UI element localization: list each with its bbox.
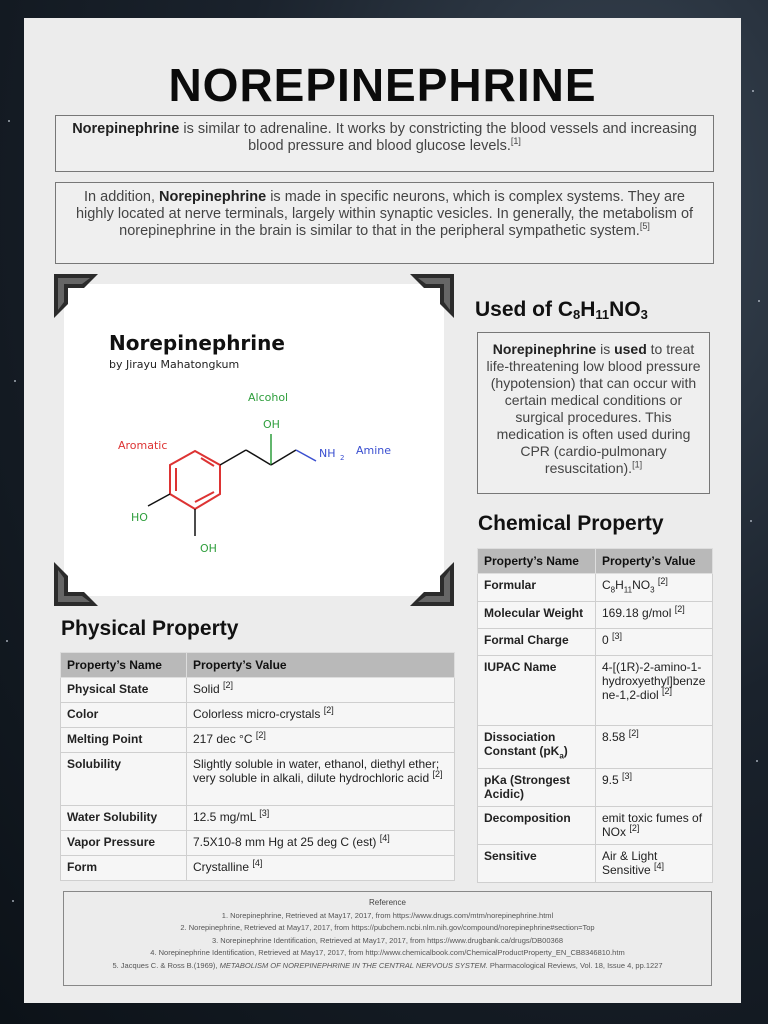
phys-name: Form <box>61 856 187 881</box>
structure-diagram <box>64 284 444 596</box>
chemical-table <box>477 548 713 883</box>
star <box>14 380 16 382</box>
phys-value: 217 dec °C [2] <box>187 728 455 753</box>
table-row <box>61 753 455 806</box>
intro-box-1 <box>55 115 714 172</box>
star <box>6 640 8 642</box>
physical-header-row <box>61 653 455 678</box>
phys-name: Water Solubility <box>61 806 187 831</box>
reference-item: 1. Norepinephrine, Retrieved at May17, 2017, from https://www.drugs.com/mtm/norepinephrine.html <box>221 910 554 920</box>
reference-item: 5. Jacques C. & Ross B.(1969), METABOLISM OF NOREPINEPHRINE IN THE CENTRAL NERVOUS SYSTEM. Pharmacological Reviews, Vol. 18, Issue 4, pp.1227 <box>112 960 663 970</box>
intro-2-bold: Norepinephrine <box>159 189 267 205</box>
used-heading <box>475 298 648 322</box>
corner-top-left <box>54 274 98 318</box>
label-oh-top: OH <box>263 418 280 431</box>
used-bold: Norepinephrine <box>492 341 597 357</box>
table-row <box>61 703 455 728</box>
chem-value: emit toxic fumes of NOx [2] <box>596 806 713 844</box>
used-f3: 11 <box>595 307 610 322</box>
corner-top-right <box>410 274 454 318</box>
chem-value: 169.18 g/mol [2] <box>596 602 713 629</box>
phys-value: Solid [2] <box>187 678 455 703</box>
corner-bottom-right <box>410 562 454 606</box>
intro-box-2 <box>55 182 714 264</box>
reference-item: 2. Norepinephrine, Retrieved at May17, 2017, from https://pubchem.ncbi.nlm.nih.gov/compound/norepinephrine#section=Top <box>180 923 595 932</box>
aromatic-ring <box>170 451 220 509</box>
used-ref: [1] <box>632 459 643 470</box>
used-f4: NO <box>609 298 641 321</box>
chem-value: Air & Light Sensitive [4] <box>596 844 713 882</box>
table-row <box>61 831 455 856</box>
table-row <box>478 726 713 768</box>
phys-value: 7.5X10-8 mm Hg at 25 deg C (est) [4] <box>187 831 455 856</box>
label-ho: HO <box>131 511 148 524</box>
used-heading-text: Used of C <box>475 298 574 321</box>
label-amine: Amine <box>356 444 392 457</box>
chemical-col-value: Property’s Value <box>596 549 713 574</box>
used-f2: H <box>580 298 596 321</box>
table-row <box>478 629 713 656</box>
phys-value: Colorless micro-crystals [2] <box>187 703 455 728</box>
phys-name: Melting Point <box>61 728 187 753</box>
label-alcohol: Alcohol <box>248 391 289 404</box>
reference-box <box>63 891 712 986</box>
phys-value: Slightly soluble in water, ethanol, diethyl ether; very soluble in alkali, dilute hydrochloric acid [2] <box>187 753 455 806</box>
phys-value: 12.5 mg/mL [3] <box>187 806 455 831</box>
intro-1-bold: Norepinephrine <box>72 121 180 137</box>
chem-value: 9.5 [3] <box>596 768 713 806</box>
chem-name: Sensitive <box>478 844 596 882</box>
table-row <box>478 844 713 882</box>
table-row <box>478 574 713 602</box>
used-text: to treat life-threatening low blood pressure (hypotension) that can occur with certain medical conditions or surgical procedures. This medication is often used during CPR (cardio-pulmonary resuscitation). <box>486 341 701 476</box>
star <box>750 520 752 522</box>
reference-item: 4. Norepinephrine Identification, Retrieved at May17, 2017, from http://www.chemicalbook.com/ChemicalProductProperty_EN_CB8346810.htm <box>150 948 625 957</box>
chem-value-formular: $C_8H_{11}NO_3$ [2] <box>596 574 713 602</box>
used-f5: 3 <box>640 307 648 322</box>
chem-value: 4-[(1R)-2-amino-1-hydroxyethyl]benzene-1,2-diol [2] <box>596 656 713 726</box>
physical-table <box>60 652 455 881</box>
star <box>12 900 14 902</box>
poster <box>24 18 741 1003</box>
phys-name: Vapor Pressure <box>61 831 187 856</box>
star <box>752 90 754 92</box>
physical-heading: Physical Property <box>61 617 239 640</box>
physical-col-value: Property’s Value <box>187 653 455 678</box>
chem-name: IUPAC Name <box>478 656 596 726</box>
label-nh-sub: 2 <box>340 454 345 462</box>
table-row <box>61 806 455 831</box>
used-bold-2: used <box>614 341 647 357</box>
intro-2-text: is made in specific neurons, which is complex systems. They are highly located at nerve terminals, largely within synaptic vesicles. In generally, the metabolism of norepinephrine in the brain is similar to that in the peripheral sympathetic system. <box>75 189 694 239</box>
intro-1-text: is similar to adrenaline. It works by constricting the blood vessels and increasing blood pressure and blood glucose levels. <box>179 121 697 154</box>
table-row <box>61 728 455 753</box>
chemical-col-name: Property’s Name <box>478 549 596 574</box>
chem-name: Formal Charge <box>478 629 596 656</box>
phys-name: Physical State <box>61 678 187 703</box>
intro-1-ref: [1] <box>510 136 521 147</box>
phys-value: Crystalline [4] <box>187 856 455 881</box>
table-row <box>61 678 455 703</box>
chemical-header-row <box>478 549 713 574</box>
used-f1: 8 <box>573 307 581 322</box>
table-row <box>478 768 713 806</box>
chem-name: Formular <box>478 574 596 602</box>
label-aromatic: Aromatic <box>118 439 168 452</box>
intro-2-prefix: In addition, <box>84 189 160 205</box>
used-box <box>477 332 710 494</box>
label-nh: NH <box>319 447 336 460</box>
table-row <box>478 656 713 726</box>
intro-2-ref: [5] <box>639 221 650 232</box>
table-row <box>61 856 455 881</box>
diagram-title: Norepinephrine <box>109 331 285 355</box>
bond-amine <box>296 450 316 461</box>
chem-name: pKa (Strongest Acidic) <box>478 768 596 806</box>
label-oh-bottom: OH <box>200 542 217 555</box>
phys-name: Color <box>61 703 187 728</box>
table-row <box>478 806 713 844</box>
chem-value: 0 [3] <box>596 629 713 656</box>
chem-name: Molecular Weight <box>478 602 596 629</box>
table-row <box>478 602 713 629</box>
used-mid: is <box>596 341 615 357</box>
star <box>756 760 758 762</box>
corner-bottom-left <box>54 562 98 606</box>
chem-value: 8.58 [2] <box>596 726 713 768</box>
reference-title: Reference <box>369 898 406 907</box>
page-title: NOREPINEPHRINE <box>168 59 597 111</box>
phys-name: Solubility <box>61 753 187 806</box>
chem-name: Decomposition <box>478 806 596 844</box>
diagram-author: by Jirayu Mahatongkum <box>109 358 240 371</box>
physical-col-name: Property’s Name <box>61 653 187 678</box>
star <box>8 120 10 122</box>
reference-item: 3. Norepinephrine Identification, Retrieved at May17, 2017, from https://www.drugbank.ca/drugs/DB00368 <box>211 935 564 945</box>
chem-name: Dissociation Constant $(pK_a)$ <box>478 726 596 768</box>
structure-image <box>64 284 444 596</box>
star <box>758 300 760 302</box>
bond-chain <box>271 450 296 465</box>
chemical-heading: Chemical Property <box>478 512 664 535</box>
